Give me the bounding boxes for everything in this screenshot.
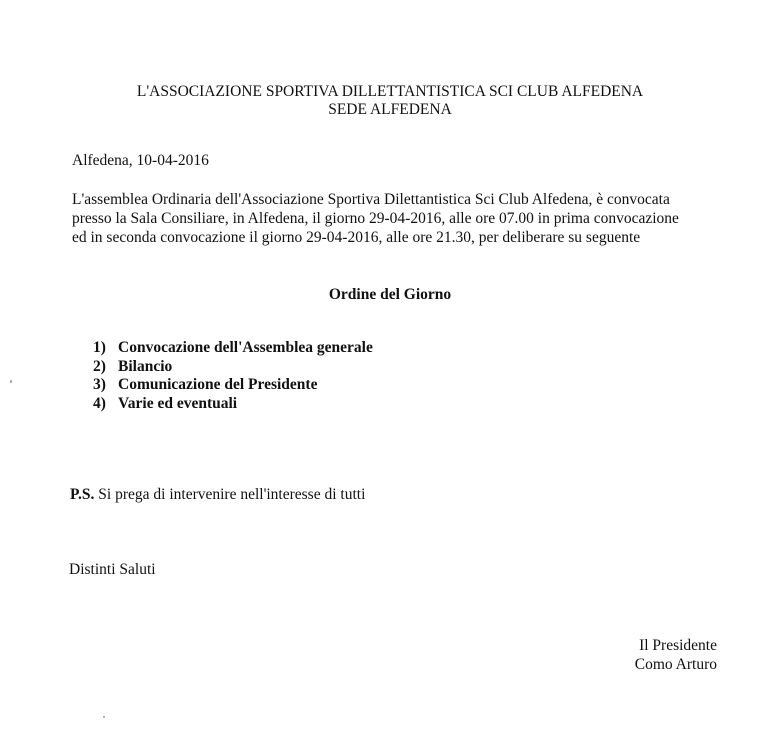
agenda-item-4 <box>93 395 373 414</box>
agenda-item-text: Bilancio <box>118 357 173 375</box>
body-line-1: L'assemblea Ordinaria dell'Associazione Sportiva Dilettantistica Sci Club Alfedena, è convocata <box>72 191 670 208</box>
letter-date: Alfedena, 10-04-2016 <box>72 152 209 169</box>
closing-salutation: Distinti Saluti <box>69 561 156 578</box>
letter-header <box>0 83 780 119</box>
agenda-item-number: 2) <box>93 357 106 375</box>
agenda-item-text: Varie ed eventuali <box>118 394 238 412</box>
agenda-item-number: 4) <box>93 394 106 412</box>
agenda-item-number: 3) <box>93 376 106 393</box>
postscript-text: Si prega di intervenire nell'interesse di tutti <box>98 486 366 503</box>
agenda-list <box>93 339 373 413</box>
agenda-item-text: Comunicazione del Presidente <box>118 376 318 393</box>
agenda-item-number: 1) <box>93 339 106 356</box>
body-line-2: presso la Sala Consiliare, in Alfedena, il giorno 29-04-2016, alle ore 07.00 in prima convocazione <box>72 210 679 227</box>
agenda-title: Ordine del Giorno <box>328 286 452 303</box>
agenda-item-text: Convocazione dell'Assemblea generale <box>118 339 373 356</box>
signature-block <box>635 636 717 674</box>
agenda-item-3 <box>93 376 373 395</box>
letter-body <box>72 190 679 247</box>
scan-speck <box>103 716 105 718</box>
agenda-item-2 <box>93 358 373 377</box>
postscript-label: P.S. <box>70 486 95 503</box>
agenda-item-1 <box>93 339 373 358</box>
association-name: L'ASSOCIAZIONE SPORTIVA DILLETTANTISTICA SCI CLUB ALFEDENA <box>136 83 644 100</box>
scan-speck <box>10 380 12 383</box>
association-seat: SEDE ALFEDENA <box>328 101 452 118</box>
signature-role: Il Presidente <box>639 637 717 654</box>
signature-name: Como Arturo <box>634 656 717 673</box>
postscript <box>70 486 365 504</box>
body-line-3: ed in seconda convocazione il giorno 29-04-2016, alle ore 21.30, per deliberare su seguente <box>72 229 641 246</box>
